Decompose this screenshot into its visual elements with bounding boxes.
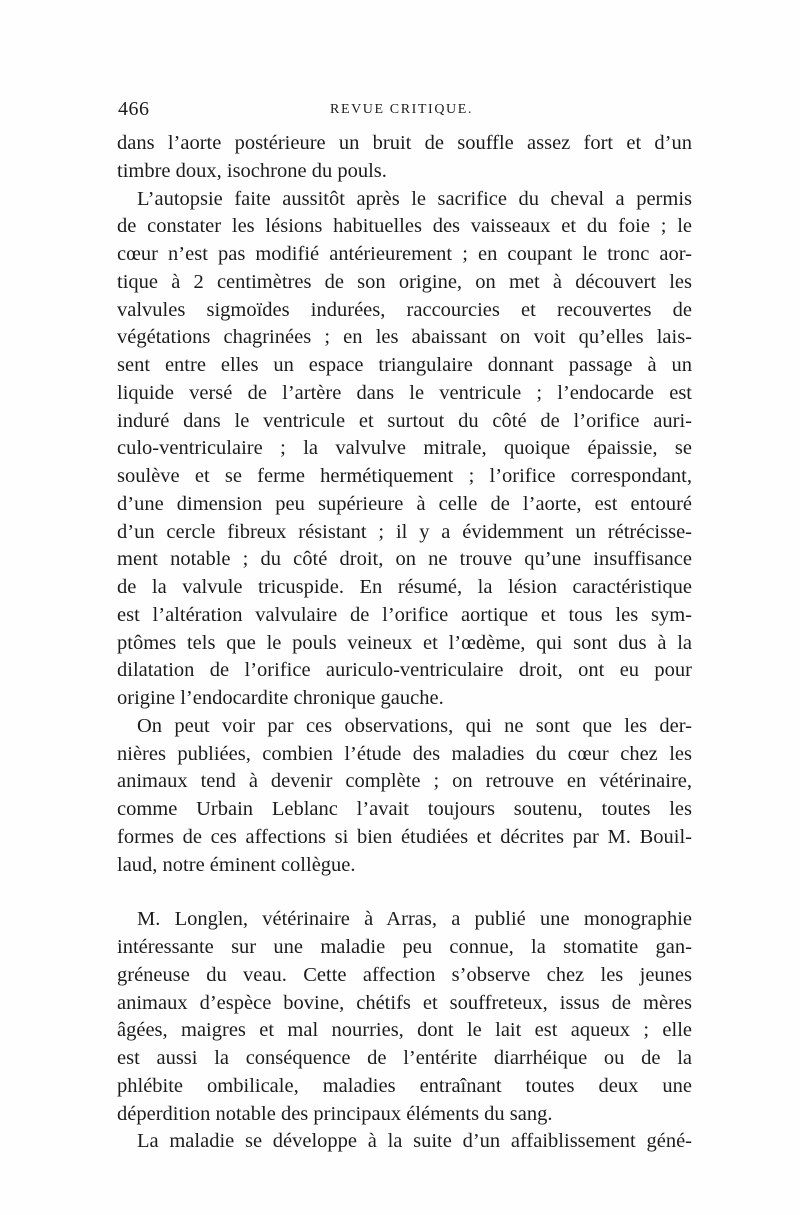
text-line: laud, notre éminent collègue.: [117, 853, 356, 876]
paragraph-4: [117, 906, 692, 1128]
text-line: phlébite ombilicale, maladies entraînant toutes deux une: [117, 1074, 692, 1097]
paragraph-3: [117, 713, 692, 880]
text-line: valvules sigmoïdes indurées, raccourcies et recouvertes de: [117, 298, 692, 321]
body-text: [117, 130, 692, 1156]
paragraph-5: [117, 1128, 692, 1156]
text-line: âgées, maigres et mal nourries, dont le lait est aqueux ; elle: [117, 1019, 692, 1042]
text-line: On peut voir par ces observations, qui ne sont que les der-: [137, 714, 692, 737]
section-gap: [117, 879, 692, 906]
text-line: gréneuse du veau. Cette affection s’observe chez les jeunes: [117, 963, 692, 986]
text-line: ptômes tels que le pouls veineux et l’œdème, qui sont dus à la: [117, 631, 692, 654]
paragraph-2: [117, 186, 692, 713]
text-line: M. Longlen, vétérinaire à Arras, a publié une monographie: [137, 908, 692, 931]
text-line: formes de ces affections si bien étudiées et décrites par M. Bouil-: [117, 825, 692, 848]
text-line: liquide versé de l’artère dans le ventricule ; l’endocarde est: [117, 381, 692, 404]
text-line: L’autopsie faite aussitôt après le sacrifice du cheval a permis: [137, 187, 692, 210]
text-line: sent entre elles un espace triangulaire donnant passage à un: [117, 354, 692, 376]
paragraph-1: [117, 130, 692, 186]
text-line: intéressante sur une maladie peu connue, la stomatite gan-: [117, 936, 692, 958]
text-line: dilatation de l’orifice auriculo-ventriculaire droit, ont eu pour: [117, 659, 692, 682]
text-line: végétations chagrinées ; en les abaissant on voit qu’elles lais-: [117, 326, 692, 349]
running-title: REVUE CRITIQUE.: [330, 102, 473, 117]
text-line: culo-ventriculaire ; la valvulve mitrale, quoique épaissie, se: [117, 437, 692, 460]
text-line: déperdition notable des principaux éléments du sang.: [117, 1102, 553, 1125]
text-line: cœur n’est pas modifié antérieurement ; en coupant le tronc aor-: [117, 243, 692, 265]
running-head: [118, 98, 690, 126]
text-line: dans l’aorte postérieure un bruit de souffle assez fort et d’un: [117, 132, 692, 154]
text-line: animaux d’espèce bovine, chétifs et souffreteux, issus de mères: [117, 991, 692, 1014]
text-line: est l’altération valvulaire de l’orifice aortique et tous les sym-: [117, 603, 692, 626]
text-line: timbre doux, isochrone du pouls.: [117, 159, 387, 182]
text-line: de la valvule tricuspide. En résumé, la lésion caractéristique: [117, 576, 692, 598]
text-line: La maladie se développe à la suite d’un affaiblissement géné-: [137, 1130, 692, 1153]
text-line: comme Urbain Leblanc l’avait toujours soutenu, toutes les: [117, 798, 692, 820]
text-line: nières publiées, combien l’étude des maladies du cœur chez les: [117, 742, 692, 765]
text-line: origine l’endocardite chronique gauche.: [117, 687, 444, 709]
page-number: 466: [118, 98, 150, 120]
text-line: induré dans le ventricule et surtout du côté de l’orifice auri-: [117, 409, 692, 432]
text-line: tique à 2 centimètres de son origine, on met à découvert les: [117, 270, 692, 293]
text-line: de constater les lésions habituelles des vaisseaux et du foie ; le: [117, 215, 692, 238]
text-line: est aussi la conséquence de l’entérite diarrhéique ou de la: [117, 1047, 692, 1069]
text-line: d’un cercle fibreux résistant ; il y a évidemment un rétrécisse-: [117, 520, 692, 543]
text-line: soulève et se ferme hermétiquement ; l’orifice correspondant,: [117, 465, 692, 487]
text-line: animaux tend à devenir complète ; on retrouve en vétérinaire,: [117, 770, 692, 793]
text-line: ment notable ; du côté droit, on ne trouve qu’une insuffisance: [117, 548, 692, 571]
text-line: d’une dimension peu supérieure à celle de l’aorte, est entouré: [117, 492, 692, 515]
